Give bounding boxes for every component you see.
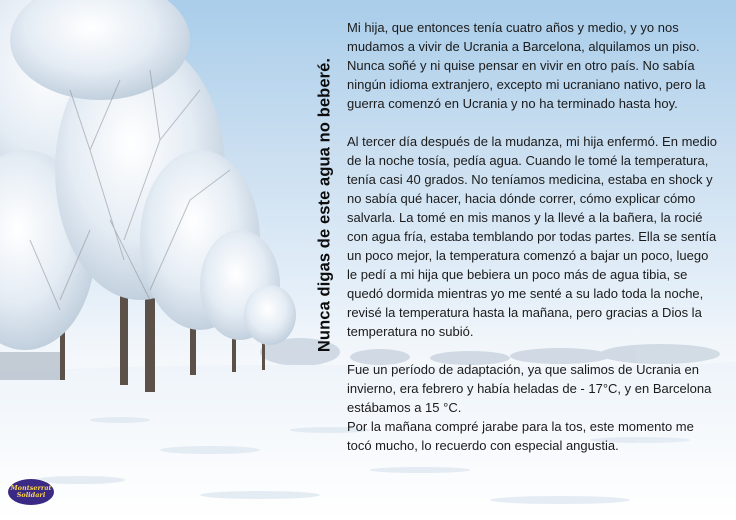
page-title: Nunca digas de este agua no beberé.	[315, 57, 334, 353]
paragraph-1: Mi hija, que entonces tenía cuatro años y medio, y yo nos mudamos a vivir de Ucrania a Barcelona, alquilamos un piso. Nunca soñé y ni quise pensar en vivir en otro país. No sabía ningún idioma extranjero, excepto mi ucraniano nativo, pero la guerra comenzó en Ucrania y no ha terminado hasta hoy.	[347, 20, 706, 111]
paragraph-4: Por la mañana compré jarabe para la tos, este momento me tocó mucho, lo recuerdo con especial angustia.	[347, 419, 694, 453]
logo-line-2: Solidari	[16, 491, 46, 499]
logo-line-1: Montserrat	[10, 484, 52, 492]
story-body	[347, 18, 719, 455]
montserrat-solidari-logo	[8, 479, 54, 505]
hedge	[0, 352, 60, 380]
title-column	[311, 40, 339, 370]
paragraph-3: Fue un período de adaptación, ya que salimos de Ucrania en invierno, era febrero y había heladas de - 17°C, y en Barcelona estábamos a 15 °C.	[347, 362, 712, 415]
snowy-tree-crowns	[0, 0, 296, 350]
paragraph-2: Al tercer día después de la mudanza, mi hija enfermó. En medio de la noche tosía, pedía agua. Cuando le tomé la temperatura, tenía casi 40 grados. No teníamos medicina, estaba en shock y no sabía qué hacer, hacia dónde correr, cómo explicar cómo salvarla. La tomé en mis manos y la llevé a la bañera, la rocié con agua fría, estaba temblando por todas partes. Ella se sentía un poco mejor, la temperatura comenzó a bajar un poco, luego le pedí a mi hija que bebiera un poco más de agua tibia, se quedó dormida mientras yo me senté a su lado toda la noche, revisé la temperatura hasta la mañana, pero gracias a Dios la temperatura no subió.	[347, 134, 717, 339]
